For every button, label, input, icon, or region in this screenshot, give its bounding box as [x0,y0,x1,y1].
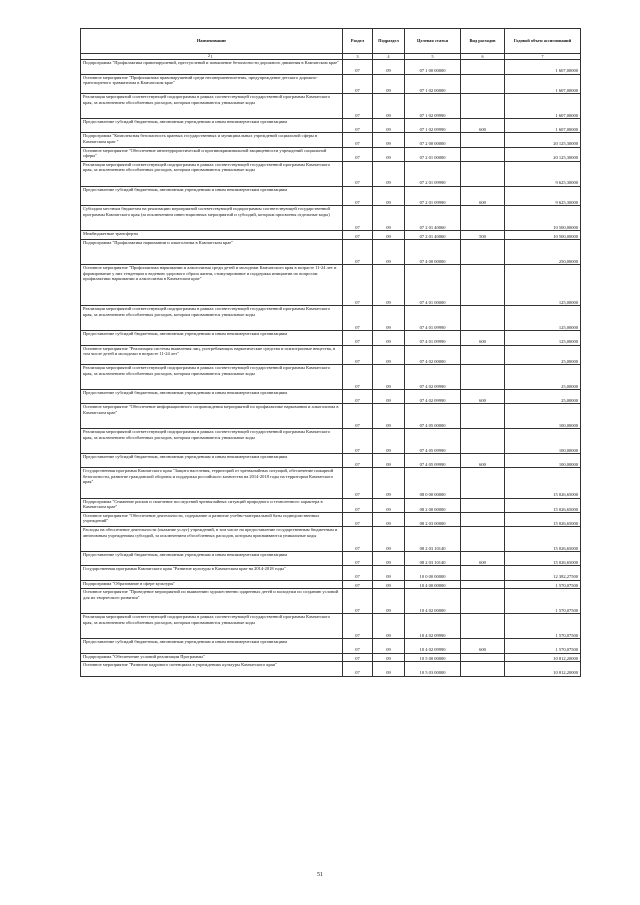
cell-vr: 500 [461,231,505,240]
table-row [81,566,581,580]
table-row [81,653,581,662]
cell-sum: 15 026,65000 [505,552,581,566]
cell-sum: 15 026,65000 [505,468,581,498]
cell-name: Расходы на обеспечение деятельности (оказание услуг) учреждений, в том числе на предоставление государственным бюджетным и автономным учреждениям субсидий, за исключением обособленных расходов, которым присваиваются уникальные коды [81,527,343,552]
cell-vr [461,147,505,161]
cell-podrazdel: 09 [373,580,405,589]
cell-razdel: 07 [343,133,373,147]
cell-vr [461,133,505,147]
cell-vr [461,566,505,580]
cell-sum: 25,00000 [505,390,581,404]
cell-csr: 07 2 01 09990 [405,186,461,206]
cell-vr: 600 [461,331,505,345]
header-sum: Годовой объем ассигнований [505,29,581,54]
cell-vr [461,345,505,365]
cell-vr [461,429,505,454]
cell-vr [461,614,505,639]
cell-name: Подпрограмма "Образование в сфере культуры" [81,580,343,589]
cell-name: Основное мероприятие "Обеспечение информационного сопровождения мероприятий по профилактике наркомании и алкоголизма в Камчатском крае" [81,404,343,429]
cell-podrazdel: 09 [373,454,405,468]
cell-name: Основное мероприятие "Реализация системы выявления лиц, употребляющих наркотические средства и психотропные вещества, в том числе детей и молодежи в возрасте 11-24 лет" [81,345,343,365]
cell-razdel: 07 [343,614,373,639]
cell-name: Основное мероприятие "Профилактика наркомании и алкоголизма среди детей и молодежи Камчатского края в возрасте 11-24 лет и формирование у них тенденции к ведению здорового образа жизни, стимулирование и поддержка инициатив по вопросам профилактики наркомании и алкоголизма в Камчатском крае" [81,265,343,306]
table-row [81,94,581,119]
table-body [81,60,581,676]
table-row [81,74,581,94]
cell-sum: 250,00000 [505,240,581,265]
cell-csr: 07 2 01 40060 [405,206,461,231]
cell-vr [461,589,505,614]
cell-name: Предоставление субсидий бюджетным, автономным учреждениям и иным некоммерческим организациям [81,331,343,345]
cell-name: Государственная программа Камчатского края "Развитие культуры в Камчатском крае на 2014-2018 годы" [81,566,343,580]
cell-vr [461,265,505,306]
table-row [81,589,581,614]
cell-csr: 10 4 00 00000 [405,580,461,589]
cell-razdel: 07 [343,231,373,240]
table-row [81,468,581,498]
table-row [81,498,581,512]
cell-vr [461,404,505,429]
cell-name: Подпрограмма "Снижение рисков и смягчение последствий чрезвычайных ситуаций природного и техногенного характера в Камчатском крае" [81,498,343,512]
table-row [81,186,581,206]
cell-csr: 07 1 02 09990 [405,119,461,133]
cell-podrazdel: 09 [373,94,405,119]
table-row [81,365,581,390]
cell-name: Предоставление субсидий бюджетным, автономным учреждениям и иным некоммерческим организациям [81,552,343,566]
cell-podrazdel: 09 [373,265,405,306]
cell-razdel: 07 [343,454,373,468]
cell-vr [461,498,505,512]
cell-vr [461,94,505,119]
table-row [81,662,581,676]
cell-podrazdel: 09 [373,186,405,206]
cell-name: Реализация мероприятий соответствующей подпрограммы в рамках соответствующей государственной программы Камчатского края, за исключением обособленных расходов, которым присваиваются уникальные коды [81,306,343,331]
cell-sum: 20 125,30000 [505,147,581,161]
cell-podrazdel: 09 [373,365,405,390]
cell-name: Реализация мероприятий соответствующей подпрограммы в рамках соответствующей государственной программы Камчатского края, за исключением обособленных расходов, которым присваиваются уникальные коды [81,94,343,119]
header-csr: Целевая статья [405,29,461,54]
cell-sum: 100,00000 [505,429,581,454]
cell-name: Предоставление субсидий бюджетным, автономным учреждениям и иным некоммерческим организациям [81,454,343,468]
cell-name: Предоставление субсидий бюджетным, автономным учреждениям и иным некоммерческим организациям [81,119,343,133]
cell-vr [461,365,505,390]
cell-podrazdel: 09 [373,331,405,345]
table-row [81,614,581,639]
column-number: 1 [81,54,343,60]
table-row [81,60,581,74]
cell-razdel: 07 [343,589,373,614]
header-razdel: Раздел [343,29,373,54]
cell-csr: 10 4 02 09990 [405,639,461,653]
cell-name: Подпрограмма "Комплексная безопасность краевых государственных и муниципальных учреждений социальной сферы в Камчатском крае " [81,133,343,147]
cell-podrazdel: 09 [373,240,405,265]
cell-sum: 100,00000 [505,404,581,429]
cell-csr: 07 4 05 09990 [405,454,461,468]
cell-podrazdel: 09 [373,390,405,404]
cell-razdel: 07 [343,527,373,552]
cell-csr: 07 1 02 09990 [405,94,461,119]
cell-razdel: 07 [343,206,373,231]
cell-sum: 10 812,20000 [505,662,581,676]
cell-vr: 600 [461,119,505,133]
cell-sum: 25,00000 [505,365,581,390]
cell-name: Субсидии местным бюджетам на реализацию мероприятий соответствующей подпрограммы соответствующей государственной программы Камчатского края (за исключением инвестиционных мероприятий и субсидий, которым присвоены отдельные коды) [81,206,343,231]
table-row [81,240,581,265]
cell-sum: 20 125,30000 [505,133,581,147]
cell-sum: 1 607,00000 [505,60,581,74]
cell-razdel: 07 [343,306,373,331]
cell-podrazdel: 09 [373,662,405,676]
table-row [81,527,581,552]
cell-razdel: 07 [343,186,373,206]
cell-sum: 1 570,07500 [505,589,581,614]
cell-csr: 08 0 00 00000 [405,468,461,498]
cell-razdel: 07 [343,74,373,94]
budget-table-sheet [80,28,580,677]
cell-csr: 08 2 03 00000 [405,513,461,527]
cell-csr: 07 2 00 00000 [405,133,461,147]
cell-name: Реализация мероприятий соответствующей подпрограммы в рамках соответствующей государственной программы Камчатского края, за исключением обособленных расходов, которым присваиваются уникальные коды [81,429,343,454]
cell-name: Основное мероприятие "Профилактика правонарушений среди несовершеннолетних, предупреждение детского дорожно-транспортного травматизма в Камчатском крае" [81,74,343,94]
cell-csr: 07 4 02 00000 [405,345,461,365]
cell-csr: 10 4 02 09990 [405,614,461,639]
cell-podrazdel: 09 [373,147,405,161]
cell-csr: 07 2 01 40060 [405,231,461,240]
cell-sum: 125,00000 [505,306,581,331]
cell-name: Подпрограмма "Профилактика наркомании и алкоголизма в Камчатском крае" [81,240,343,265]
cell-name: Реализация мероприятий соответствующей подпрограммы в рамках соответствующей государственной программы Камчатского края, за исключением обособленных расходов, которым присваиваются уникальные коды [81,614,343,639]
cell-name: Межбюджетные трансферты [81,231,343,240]
cell-sum: 100,00000 [505,454,581,468]
cell-name: Основное мероприятие "Проведение мероприятий по выявлению художественно одаренных детей и молодежи по созданию условий для их творческого развития" [81,589,343,614]
cell-vr: 600 [461,186,505,206]
cell-csr: 07 2 01 09990 [405,161,461,186]
cell-name: Предоставление субсидий бюджетным, автономным учреждениям и иным некоммерческим организациям [81,186,343,206]
cell-razdel: 07 [343,390,373,404]
cell-razdel: 07 [343,240,373,265]
cell-razdel: 07 [343,429,373,454]
table-row [81,306,581,331]
cell-sum: 15 026,65000 [505,527,581,552]
cell-sum: 1 607,00000 [505,94,581,119]
cell-vr [461,653,505,662]
cell-podrazdel: 09 [373,468,405,498]
cell-csr: 07 4 01 00000 [405,265,461,306]
table-row [81,206,581,231]
cell-vr [461,74,505,94]
table-row [81,513,581,527]
column-number: 7 [505,54,581,60]
cell-sum: 1 570,07500 [505,614,581,639]
cell-razdel: 07 [343,468,373,498]
header-name: Наименование [81,29,343,54]
cell-csr: 07 4 02 09990 [405,390,461,404]
cell-vr: 600 [461,552,505,566]
cell-vr: 600 [461,390,505,404]
cell-vr [461,468,505,498]
cell-csr: 08 2 03 10140 [405,527,461,552]
cell-name: Предоставление субсидий бюджетным, автономным учреждениям и иным некоммерческим организациям [81,639,343,653]
cell-sum: 25,00000 [505,345,581,365]
cell-razdel: 07 [343,552,373,566]
table-row [81,119,581,133]
cell-csr: 10 4 02 00000 [405,589,461,614]
cell-razdel: 07 [343,662,373,676]
cell-sum: 1 607,00000 [505,119,581,133]
column-number-2: 2 [208,53,210,58]
cell-podrazdel: 09 [373,498,405,512]
cell-name: Подпрограмма "Обеспечение условий реализации Программы" [81,653,343,662]
header-podrazdel: Подраздел [373,29,405,54]
cell-sum: 9 625,30000 [505,186,581,206]
cell-csr: 07 1 00 00000 [405,60,461,74]
table-row [81,265,581,306]
cell-sum: 1 570,07500 [505,639,581,653]
cell-name: Реализация мероприятий соответствующей подпрограммы в рамках соответствующей государственной программы Камчатского края, за исключением обособленных расходов, которым присваиваются уникальные коды [81,365,343,390]
table-row [81,580,581,589]
cell-csr: 07 2 01 00000 [405,147,461,161]
cell-csr: 10 0 00 00000 [405,566,461,580]
cell-razdel: 07 [343,265,373,306]
table-row [81,639,581,653]
table-row [81,331,581,345]
cell-razdel: 07 [343,119,373,133]
cell-csr: 07 1 02 00000 [405,74,461,94]
cell-name: Государственная программа Камчатского края "Защита населения, территорий от чрезвычайных ситуаций, обеспечение пожарной безопасности, развитие гражданской обороны и поддержка российского казачества на 2014-2018 годы на территории Камчатского края" [81,468,343,498]
cell-razdel: 07 [343,345,373,365]
cell-csr: 08 2 03 10140 [405,552,461,566]
column-number: 5 [405,54,461,60]
table-row [81,345,581,365]
page-number: 51 [317,872,323,878]
cell-razdel: 07 [343,161,373,186]
cell-name: Основное мероприятие "Обеспечение деятельности, содержание и развитие учебно-материальной базы подведомственных учреждений" [81,513,343,527]
cell-razdel: 07 [343,498,373,512]
table-row [81,390,581,404]
cell-csr: 08 2 00 00000 [405,498,461,512]
cell-vr: 600 [461,454,505,468]
header-vr: Вид расходов [461,29,505,54]
cell-razdel: 07 [343,513,373,527]
cell-name: Основное мероприятие "Развитие кадрового потенциала в учреждениях культуры Камчатского края" [81,662,343,676]
cell-vr [461,580,505,589]
cell-razdel: 07 [343,331,373,345]
cell-sum: 125,00000 [505,331,581,345]
cell-razdel: 07 [343,566,373,580]
cell-podrazdel: 09 [373,306,405,331]
cell-podrazdel: 09 [373,119,405,133]
cell-podrazdel: 09 [373,74,405,94]
cell-razdel: 07 [343,365,373,390]
cell-podrazdel: 09 [373,161,405,186]
cell-podrazdel: 09 [373,653,405,662]
cell-podrazdel: 09 [373,513,405,527]
cell-sum: 12 382,27500 [505,566,581,580]
cell-vr: 600 [461,639,505,653]
cell-name: Реализация мероприятий соответствующей подпрограммы в рамках соответствующей государственной программы Камчатского края, за исключением обособленных расходов, которым присваиваются уникальные коды [81,161,343,186]
cell-vr [461,527,505,552]
table-row [81,552,581,566]
cell-sum: 10 500,00000 [505,206,581,231]
cell-csr: 10 5 00 00000 [405,653,461,662]
cell-podrazdel: 09 [373,345,405,365]
cell-razdel: 07 [343,639,373,653]
table-row [81,231,581,240]
cell-podrazdel: 09 [373,133,405,147]
cell-sum: 125,00000 [505,265,581,306]
column-number: 4 [373,54,405,60]
cell-sum: 15 026,65000 [505,513,581,527]
table-row [81,404,581,429]
cell-sum: 1 570,07500 [505,580,581,589]
cell-sum: 10 500,00000 [505,231,581,240]
cell-name: Основное мероприятие "Обеспечение антитеррористической и противокриминальной защищенности учреждений социальной сферы" [81,147,343,161]
cell-podrazdel: 09 [373,566,405,580]
cell-sum: 10 812,20000 [505,653,581,662]
cell-csr: 07 4 05 00000 [405,404,461,429]
column-number: 3 [343,54,373,60]
cell-vr [461,240,505,265]
cell-vr [461,206,505,231]
table-row [81,454,581,468]
cell-podrazdel: 09 [373,231,405,240]
table-header-row [81,29,581,54]
cell-name: Предоставление субсидий бюджетным, автономным учреждениям и иным некоммерческим организациям [81,390,343,404]
cell-podrazdel: 09 [373,552,405,566]
cell-csr: 07 4 05 09990 [405,429,461,454]
cell-sum: 15 026,65000 [505,498,581,512]
cell-podrazdel: 09 [373,206,405,231]
cell-razdel: 07 [343,653,373,662]
cell-podrazdel: 09 [373,60,405,74]
cell-podrazdel: 09 [373,589,405,614]
cell-podrazdel: 09 [373,614,405,639]
cell-sum: 1 607,00000 [505,74,581,94]
cell-vr [461,60,505,74]
cell-csr: 10 5 03 00000 [405,662,461,676]
cell-podrazdel: 09 [373,429,405,454]
table-row [81,133,581,147]
cell-razdel: 07 [343,94,373,119]
cell-razdel: 07 [343,580,373,589]
column-number: 6 [461,54,505,60]
budget-table [80,28,581,677]
cell-csr: 07 4 02 09990 [405,365,461,390]
cell-csr: 07 4 00 00000 [405,240,461,265]
cell-razdel: 07 [343,60,373,74]
table-row [81,147,581,161]
cell-podrazdel: 09 [373,527,405,552]
table-row [81,161,581,186]
cell-vr [461,662,505,676]
table-row [81,429,581,454]
cell-name: Подпрограмма "Профилактика правонарушений, преступлений и повышение безопасности дорожного движения в Камчатском крае" [81,60,343,74]
cell-podrazdel: 09 [373,404,405,429]
cell-csr: 07 4 01 09990 [405,331,461,345]
cell-vr [461,161,505,186]
cell-vr [461,306,505,331]
cell-razdel: 07 [343,404,373,429]
cell-podrazdel: 09 [373,639,405,653]
cell-sum: 9 625,30000 [505,161,581,186]
cell-csr: 07 4 01 09990 [405,306,461,331]
cell-vr [461,513,505,527]
cell-razdel: 07 [343,147,373,161]
